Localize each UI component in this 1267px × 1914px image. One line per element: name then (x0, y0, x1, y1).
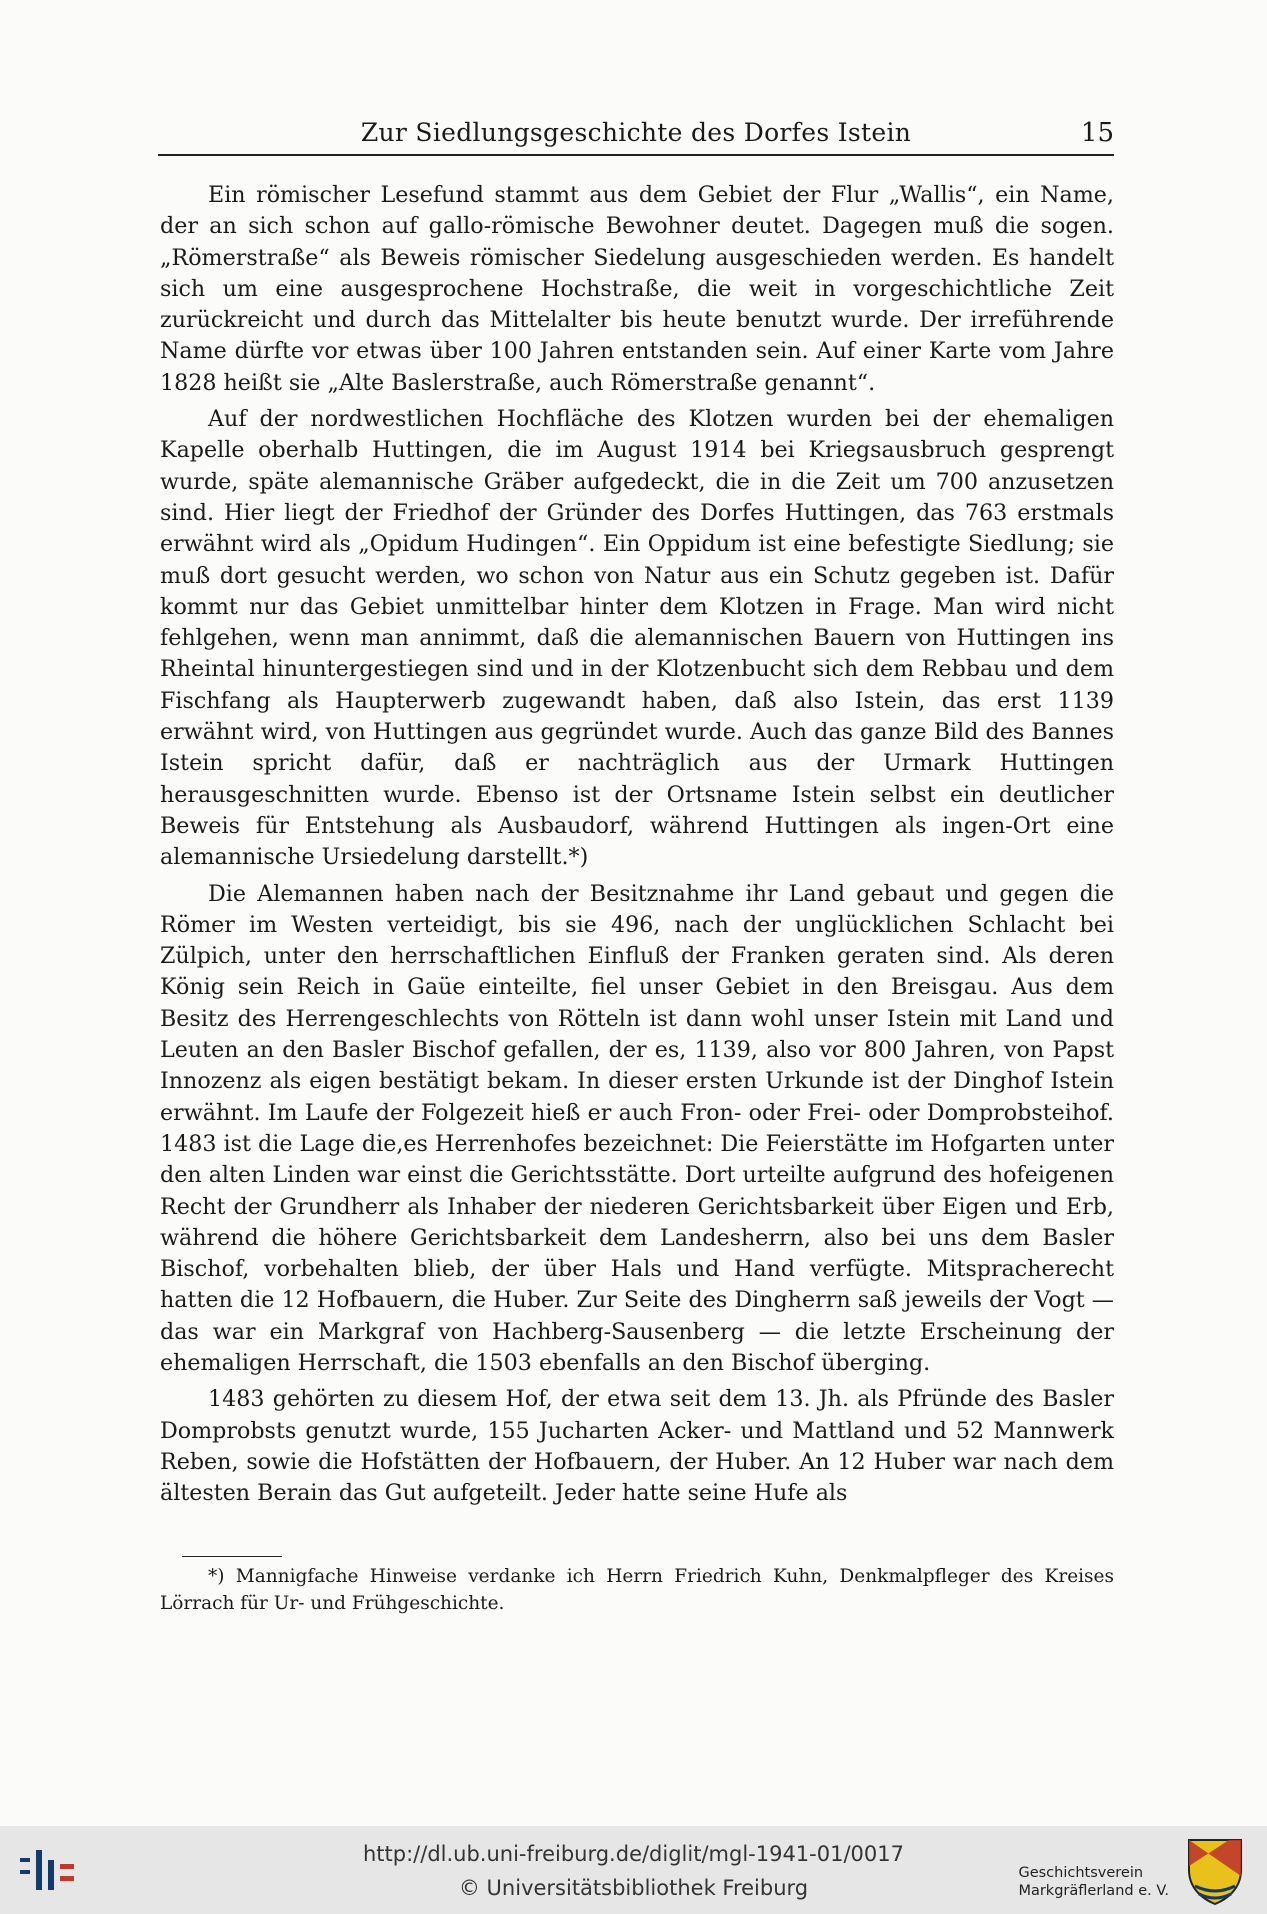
paragraph: 1483 gehörten zu diesem Hof, der etwa seit dem 13. Jh. als Pfründe des Basler Domprobsts genutzt wurde, 155 Jucharten Acker- und Mattland und 52 Mannwerk Reben, sowie die Hofstätten der Hofbauern, der Huber. An 12 Huber war nach dem ältesten Berain das Gut aufgeteilt. Jeder hatte seine Hufe als (160, 1386, 1114, 1507)
paragraph: Ein römischer Lesefund stammt aus dem Gebiet der Flur „Wallis“, ein Name, der an sich schon auf gallo-römische Bewohner deutet. Dagegen muß die sogen. „Römerstraße“ als Beweis römischer Siedelung ausgeschieden werden. Es handelt sich um eine ausgesprochene Hochstraße, die weit in vorgeschichtliche Zeit zurückreicht und durch das Mittelalter bis heute benutzt wurde. Der irreführende Name dürfte vor etwas über 100 Jahren entstanden sein. Auf einer Karte vom Jahre 1828 heißt sie „Alte Baslerstraße, auch Römerstraße genannt“. (160, 182, 1114, 396)
body-text (160, 180, 1114, 1514)
page-url-link[interactable]: http://dl.ub.uni-freiburg.de/diglit/mgl-1941-01/0017 (362, 1842, 904, 1866)
paragraph: Auf der nordwestlichen Hochfläche des Klotzen wurden bei der ehemaligen Kapelle oberhalb Huttingen, die im August 1914 bei Kriegsausbruch gesprengt wurde, späte alemannische Gräber aufgedeckt, die in die Zeit um 700 anzusetzen sind. Hier liegt der Friedhof der Gründer des Dorfes Huttingen, das 763 erstmals erwähnt wird als „Opidum Hudingen“. Ein Oppidum ist eine befestigte Siedlung; sie muß dort gesucht werden, wo schon von Natur aus ein Schutz gegeben ist. Dafür kommt nur das Gebiet unmittelbar hinter dem Klotzen in Frage. Man wird nicht fehlgehen, wenn man annimmt, daß die alemannischen Bauern von Huttingen ins Rheintal hinuntergestiegen sind und in der Klotzenbucht sich dem Rebbau und dem Fischfang als Haupterwerb zugewandt haben, daß also Istein, das erst 1139 erwähnt wird, von Huttingen aus gegründet wurde. Auch das ganze Bild des Bannes Istein spricht dafür, daß er nachträglich aus der Urmark Huttingen herausgeschnitten wurde. Ebenso ist der Ortsname Istein selbst ein deutlicher Beweis für Entstehung als Ausbaudorf, während Huttingen als ingen-Ort eine alemannische Ursiedelung darstellt.*) (160, 406, 1114, 871)
viewer-footer (0, 1826, 1267, 1914)
paragraph: Die Alemannen haben nach der Besitznahme ihr Land gebaut und gegen die Römer im Westen verteidigt, bis sie 496, nach der unglücklichen Schlacht bei Zülpich, unter den herrschaftlichen Einfluß der Franken geraten sind. Als deren König sein Reich in Gaüe einteilte, fiel unser Gebiet in den Breisgau. Aus dem Besitz des Herrengeschlechts von Rötteln ist dann wohl unser Istein mit Land und Leuten an den Basler Bischof gefallen, der es, 1139, also vor 800 Jahren, von Papst Innozenz als eigen bestätigt bekam. In dieser ersten Urkunde ist der Dinghof Istein erwähnt. Im Laufe der Folgezeit hieß er auch Fron- oder Frei- oder Domprobsteihof. 1483 ist die Lage die,es Herrenhofes bezeichnet: Die Feierstätte im Hofgarten unter den alten Linden war einst die Gerichtsstätte. Dort urteilte aufgrund des hofeigenen Recht der Grundherr als Inhaber der niederen Gerichtsbarkeit über Eigen und Erb, während die höhere Gerichtsbarkeit dem Landesherrn, also bei uns dem Basler Bischof, vorbehalten blieb, der über Hals und Hand verfügte. Mitspracherecht hatten die 12 Hofbauern, die Huber. Zur Seite des Dingherrn saß jeweils der Vogt — das war ein Markgraf von Hachberg-Sausenberg — die letzte Erscheinung der ehemaligen Herrschaft, die 1503 ebenfalls an den Bischof überging. (160, 880, 1114, 1376)
coat-of-arms-icon (1185, 1836, 1245, 1906)
society-name (1018, 1864, 1169, 1900)
footnote: *) Mannigfache Hinweise verdanke ich Herrn Friedrich Kuhn, Denkmalpfleger des Kreises Lörrach für Ur- und Frühgeschichte. (160, 1566, 1114, 1614)
footnote-divider (182, 1556, 282, 1557)
society-line: Markgräflerland e. V. (1018, 1883, 1169, 1899)
society-line: Geschichtsverein (1018, 1865, 1144, 1881)
copyright-text: © Universitätsbibliothek Freiburg (458, 1876, 809, 1900)
page-number: 15 (1080, 118, 1114, 148)
header-title: Zur Siedlungsgeschichte des Dorfes Istein (360, 118, 912, 147)
running-header (158, 118, 1114, 156)
